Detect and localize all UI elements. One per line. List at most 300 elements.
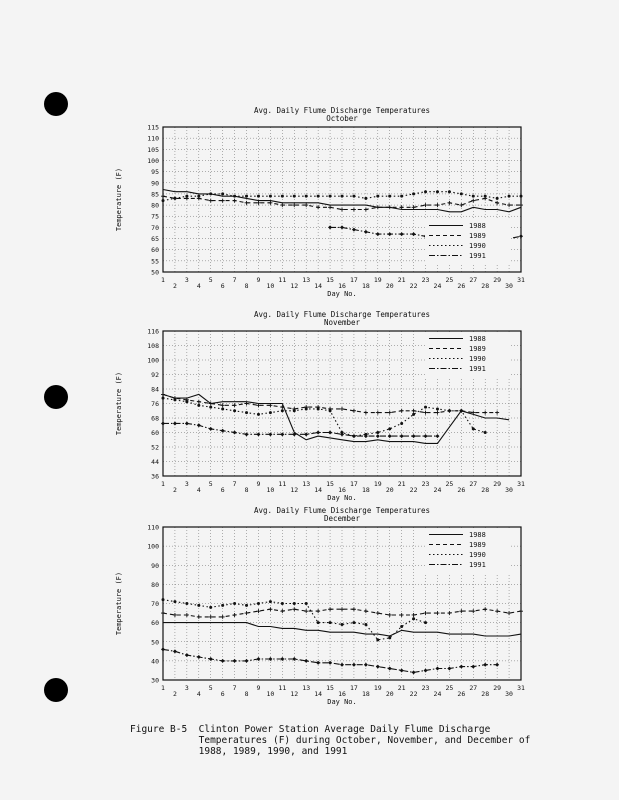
chart-1-x-tick-label: 18 [361,486,370,494]
chart-0-y-tick-label: 105 [147,145,159,154]
chart-0-legend-box [425,220,511,264]
chart-1-series-1991-point [388,434,392,438]
chart-2-y-tick-label: 90 [151,561,159,570]
chart-0-x-tick-label: 11 [278,276,287,284]
chart-0-series-1991-point [412,232,416,236]
chart-0-series-1989-point [221,199,225,203]
chart-0-series-1989-point [292,203,296,207]
chart-2-series-1991-point [221,659,225,663]
chart-2-series-1989-point [495,609,499,613]
chart-2-series-1990-point [424,621,427,624]
chart-2-series-1990-point [162,598,165,601]
chart-2-series-1990-point [388,636,391,639]
chart-2-series-1991-point [268,657,272,661]
chart-0-series-1990-point [329,195,332,198]
chart-2-legend-label-1991: 1991 [469,561,486,569]
chart-1-y-tick-label: 36 [151,472,159,481]
chart-2-x-tick-label: 13 [302,684,311,692]
chart-2-series-1991-point [233,659,237,663]
chart-2-series-1989-point [245,611,249,615]
chart-2-series-1990-point [305,602,308,605]
chart-2-series-1990-point [376,638,379,641]
chart-0-y-tick-label: 55 [151,257,159,266]
chart-2-x-tick-label: 3 [184,684,189,692]
caption-line-1: Clinton Power Station Average Daily Flume Discharge [198,724,491,735]
chart-1-x-tick-label: 10 [266,486,275,494]
chart-2-series-1991-point [280,657,284,661]
chart-1-x-tick-label: 24 [433,486,442,494]
chart-2-series-1991-point [459,665,463,669]
chart-0-series-1990-point [388,195,391,198]
chart-1-legend-label-1990: 1990 [469,355,486,363]
chart-2-series-1991-point [245,659,249,663]
chart-1-series-1991-point [400,434,404,438]
chart-2-series-1989-point [447,611,451,615]
chart-0-series-1991-point [328,225,332,229]
chart-1-series-1991-point [185,421,189,425]
chart-2-series-1991-point [209,657,213,661]
chart-1-series-1990-point [448,409,451,412]
chart-1-series-1990-point [173,398,176,401]
chart-0-series-1991-point [400,232,404,236]
chart-2-series-1990-point [412,617,415,620]
chart-2-series-1990-point [245,604,248,607]
chart-1-series-1991-point [161,421,165,425]
chart-2-series-1989-point [268,607,272,611]
chart-0-series-1989-point [304,203,308,207]
chart-2-series-1991-point [376,665,380,669]
chart-0-series-1989-point [447,201,451,205]
chart-2-x-tick-label: 12 [290,690,299,698]
chart-1-series-1990-point [424,406,427,409]
chart-2-series-1989-point [435,611,439,615]
chart-0-ylabel: Temperature (F) [115,167,123,232]
chart-1-x-tick-label: 21 [397,480,406,488]
chart-2-series-1991-point [412,670,416,674]
chart-0-series-1989-point [268,201,272,205]
chart-2-series-1990-point [293,602,296,605]
chart-0-series-1989-point [376,205,380,209]
chart-1-series-1990-point [460,409,463,412]
chart-2-series-1991-point [292,657,296,661]
chart-1-series-1990-point [329,409,332,412]
caption-label: Figure B-5 [130,724,188,735]
chart-1-series-1989-point [424,411,428,415]
chart-2-series-1989-point [316,609,320,613]
chart-0-series-1991-point [352,228,356,232]
chart-1-legend-box [425,333,511,377]
chart-1-x-tick-label: 9 [256,480,261,488]
chart-1-series-1988-line [163,394,509,443]
chart-1-series-1991-point [435,434,439,438]
chart-2-y-tick-label: 100 [147,542,159,551]
chart-2-x-tick-label: 30 [505,690,513,698]
chart-1-series-1989-point [364,411,368,415]
chart-2-series-1991-point [161,647,165,651]
chart-0-x-tick-label: 25 [445,276,454,284]
chart-2-series-1991-point [483,663,487,667]
chart-0-series-1989-point [256,201,260,205]
chart-0-series-1990-point [221,192,224,195]
chart-1-y-tick-label: 84 [151,385,159,394]
chart-1-x-tick-label: 14 [314,486,323,494]
chart-0-series-1990-point [293,195,296,198]
chart-1-x-tick-label: 8 [244,486,249,494]
chart-0-y-tick-label: 100 [147,156,159,165]
chart-2-x-tick-label: 18 [361,690,370,698]
chart-2-series-1989-point [292,607,296,611]
chart-1-series-1989-point [483,411,487,415]
chart-2-series-1990-point [233,602,236,605]
chart-1-y-tick-label: 76 [151,400,159,408]
chart-0-series-1990-point [197,195,200,198]
chart-1-x-tick-label: 2 [172,486,177,494]
chart-2-series-1990-point [317,621,320,624]
chart-1-x-tick-label: 28 [481,486,490,494]
chart-1-x-tick-label: 4 [196,486,201,494]
chart-1-x-tick-label: 22 [409,486,418,494]
chart-2-x-tick-label: 26 [457,690,466,698]
chart-0-series-1990-point [269,195,272,198]
chart-0-series-1989-point [388,205,392,209]
chart-1-y-tick-label: 60 [151,429,159,437]
chart-2-series-1990-point [197,604,200,607]
chart-2-series-1989-point [340,607,344,611]
chart-1-series-1991-point [424,434,428,438]
chart-2-series-1989-point [471,609,475,613]
chart-0-series-1990-point [496,197,499,200]
chart-1-series-1990-point [436,407,439,410]
chart-0-series-1990-point [185,195,188,198]
chart-2-series-1989-point [519,609,523,613]
chart-0-y-tick-label: 50 [151,268,159,277]
chart-0-series-1989-point [459,203,463,207]
chart-1-x-tick-label: 3 [184,480,189,488]
chart-0-title: Avg. Daily Flume Discharge Temperatures [253,106,431,115]
chart-1-x-tick-label: 11 [278,480,287,488]
chart-0-series-1989-point [364,208,368,212]
chart-0-series-1990-point [472,195,475,198]
chart-2-x-tick-label: 28 [481,690,490,698]
chart-1-xlabel: Day No. [327,494,357,502]
chart-2-series-1989-point [424,611,428,615]
chart-0-series-1989-point [280,203,284,207]
chart-1-series-1990-point [209,406,212,409]
chart-0-x-tick-label: 6 [220,282,225,290]
chart-0-series-1989-point [435,203,439,207]
chart-1-series-1991-point [328,431,332,435]
chart-0-series-1990-point [245,195,248,198]
chart-1-series-1991-point [197,423,201,427]
chart-2-series-1989-point [328,607,332,611]
chart-1-x-tick-label: 23 [421,480,430,488]
chart-0-x-tick-label: 8 [244,282,249,290]
chart-0-y-tick-label: 95 [151,168,159,177]
chart-1-series-1990-point [293,409,296,412]
chart-1-series-1989-point [376,411,380,415]
chart-2-series-1991-point [424,668,428,672]
chart-2-x-tick-label: 8 [244,690,249,698]
chart-0-series-1989-point [519,203,523,207]
chart-2-series-1990-point [364,623,367,626]
chart-1-title: Avg. Daily Flume Discharge Temperatures [253,310,431,319]
chart-2-x-tick-label: 23 [421,684,430,692]
chart-1-y-tick-label: 44 [151,458,159,466]
chart-1-y-tick-label: 68 [151,414,159,423]
chart-2-series-1989-point [459,609,463,613]
chart-0-legend-label-1990: 1990 [469,242,486,250]
chart-0-series-1990-point [257,195,260,198]
chart-2-legend-label-1989: 1989 [469,541,486,549]
chart-1-x-tick-label: 5 [208,480,213,488]
chart-2-series-1991-point [316,661,320,665]
chart-2-legend-box [425,529,511,573]
chart-1-x-tick-label: 20 [385,486,394,494]
figure-caption [130,724,600,757]
chart-0-xlabel: Day No. [327,290,357,298]
chart-2-series-1990-point [341,623,344,626]
chart-0-y-tick-label: 110 [147,134,159,143]
chart-0-x-tick-label: 18 [361,282,370,290]
chart-1-series-1990-point [162,397,165,400]
chart-2-x-tick-label: 22 [409,690,418,698]
chart-0-series-1990-point [412,192,415,195]
chart-1-series-1990-point [269,411,272,414]
caption-line-2: Temperatures (F) during October, November, and December of [198,735,531,746]
chart-1-series-1991-line [163,423,438,436]
chart-0-y-tick-label: 70 [151,223,159,232]
chart-2-series-1990-point [329,621,332,624]
chart-0-series-1990-point [233,195,236,198]
chart-2-ylabel: Temperature (F) [115,571,123,636]
chart-2-x-tick-label: 27 [469,684,478,692]
chart-2-x-tick-label: 10 [266,690,275,698]
chart-1-series-1991-point [412,434,416,438]
chart-2-series-1989-point [412,613,416,617]
chart-2-series-1989-point [256,609,260,613]
chart-0-x-tick-label: 14 [314,282,323,290]
chart-0-series-1990-point [162,199,165,202]
chart-2-x-tick-label: 20 [385,690,394,698]
chart-2-x-tick-label: 11 [278,684,287,692]
chart-1-series-1989-point [495,411,499,415]
chart-1-series-1989-point [352,409,356,413]
chart-1-x-tick-label: 12 [290,486,299,494]
chart-2-series-1989-point [304,609,308,613]
chart-1-x-tick-label: 15 [326,480,334,488]
chart-0-x-tick-label: 22 [409,282,418,290]
chart-2-x-tick-label: 24 [433,690,442,698]
chart-0-series-1989-point [424,203,428,207]
chart-2-series-1989-point [352,607,356,611]
chart-2-series-1991-point [400,668,404,672]
chart-2-series-1991-point [304,659,308,663]
chart-0-y-tick-label: 60 [151,246,159,255]
chart-1-series-1989-point [221,403,225,407]
chart-1-ylabel: Temperature (F) [115,371,123,436]
chart-2-series-1989-point [507,611,511,615]
chart-0-x-tick-label: 31 [517,276,525,284]
chart-0-x-tick-label: 30 [505,282,513,290]
chart-2-series-1990-point [257,602,260,605]
chart-0-series-1991-point [519,234,523,238]
chart-1-series-1990-point [257,413,260,416]
chart-1-y-tick-label: 108 [147,342,159,350]
chart-0-series-1989-point [328,205,332,209]
chart-2-x-tick-label: 29 [493,684,502,692]
chart-0-series-1990-point [352,195,355,198]
chart-1-series-1990-point [376,431,379,434]
chart-1-y-tick-label: 100 [147,356,159,365]
chart-2-series-1989-point [197,615,201,619]
chart-1-x-tick-label: 6 [220,486,225,494]
chart-2-x-tick-label: 16 [338,690,346,698]
chart-2-series-1991-point [185,653,189,657]
chart-0-series-1990-point [341,195,344,198]
chart-2-y-tick-label: 70 [151,600,159,608]
chart-1-series-1990-point [305,407,308,410]
chart-2-series-1991-point [256,657,260,661]
chart-2-y-tick-label: 30 [151,676,159,685]
chart-0-x-tick-label: 7 [232,276,237,284]
chart-0-series-1990-point [281,195,284,198]
chart-2-y-tick-label: 80 [151,580,159,589]
chart-0-series-1991-point [388,232,392,236]
chart-0-y-tick-label: 75 [151,212,159,221]
chart-0-series-1989-point [471,199,475,203]
chart-2-series-1991-point [364,663,368,667]
chart-2-subtitle: December [323,514,361,523]
chart-1-series-1990-point [281,409,284,412]
chart-2-series-1989-point [376,611,380,615]
chart-0-x-tick-label: 4 [196,282,201,290]
chart-2-series-1991-point [352,663,356,667]
chart-0-legend-label-1989: 1989 [469,232,486,240]
chart-0-series-1990-point [436,190,439,193]
chart-2-series-1991-point [328,661,332,665]
chart-0-series-1990-point [376,195,379,198]
chart-1-x-tick-label: 31 [517,480,525,488]
chart-1-series-1989-point [161,392,165,396]
chart-0-series-1989-point [161,194,165,198]
chart-1-legend-label-1991: 1991 [469,365,486,373]
chart-0-series-1991-point [364,230,368,234]
chart-1-series-1990-point [245,411,248,414]
chart-2-series-1989-point [364,609,368,613]
chart-0-series-1990-point [305,195,308,198]
chart-0-x-tick-label: 28 [481,282,490,290]
chart-2-series-1990-point [281,602,284,605]
chart-0-x-tick-label: 5 [208,276,213,284]
chart-0-series-1990-point [400,195,403,198]
chart-0-x-tick-label: 10 [266,282,275,290]
chart-2-series-1990-point [209,606,212,609]
chart-1-series-1990-point [197,404,200,407]
chart-2-series-1989-point [173,613,177,617]
chart-2-x-tick-label: 19 [373,684,382,692]
chart-2-x-tick-label: 7 [232,684,237,692]
chart-0-series-1990-point [520,195,523,198]
chart-1-series-1991-point [316,431,320,435]
chart-1-series-1989-point [233,403,237,407]
chart-2-series-1991-point [471,665,475,669]
chart-0-series-1990-point [364,197,367,200]
chart-0-series-1989-point [209,199,213,203]
chart-2-y-tick-label: 50 [151,638,159,647]
chart-0-y-tick-label: 80 [151,201,159,210]
chart-2-series-1990-point [400,625,403,628]
chart-1-y-tick-label: 52 [151,443,159,452]
chart-0-series-1990-point [460,192,463,195]
chart-2-series-1991-point [495,663,499,667]
chart-2-series-1989-point [161,611,165,615]
chart-0-series-1991-point [376,232,380,236]
chart-2-x-tick-label: 2 [172,690,177,698]
chart-2-y-tick-label: 40 [151,657,159,666]
chart-1-x-tick-label: 1 [161,480,165,488]
chart-1-series-1989-point [197,400,201,404]
chart-0-series-1989-point [412,205,416,209]
chart-1-x-tick-label: 13 [302,480,311,488]
chart-2-x-tick-label: 17 [350,684,358,692]
chart-2-series-1989-point [209,615,213,619]
chart-2-y-tick-label: 60 [151,619,159,628]
chart-2-series-1989-point [185,613,189,617]
chart-1-series-1991-point [221,429,225,433]
chart-2-series-1989-point [388,613,392,617]
chart-0-x-tick-label: 16 [338,282,346,290]
chart-1-x-tick-label: 29 [493,480,502,488]
chart-2-x-tick-label: 4 [196,690,201,698]
chart-0-series-1990-point [484,195,487,198]
chart-1-x-tick-label: 16 [338,486,346,494]
chart-0-x-tick-label: 3 [184,276,189,284]
chart-2-series-1990-point [221,604,224,607]
chart-0-x-tick-label: 2 [172,282,177,290]
chart-1-series-1989-point [388,411,392,415]
chart-1-series-1990-point [317,407,320,410]
chart-1-x-tick-label: 27 [469,480,478,488]
chart-1-x-tick-label: 19 [373,480,382,488]
chart-1-series-1991-point [352,434,356,438]
chart-1-series-1990-point [472,427,475,430]
chart-1-series-1990-point [388,427,391,430]
chart-2-series-1991-point [173,649,177,653]
chart-2-series-1989-point [280,609,284,613]
chart-2-series-1989-point [233,613,237,617]
chart-0-series-1990-point [209,192,212,195]
chart-0-y-tick-label: 65 [151,235,159,244]
chart-2-y-tick-label: 110 [147,523,159,532]
chart-1-series-1990-point [400,422,403,425]
chart-0-series-1989-point [507,203,511,207]
chart-0-x-tick-label: 21 [397,276,406,284]
chart-1-y-tick-label: 92 [151,371,159,379]
chart-2-x-tick-label: 9 [256,684,261,692]
chart-1-series-1991-point [280,432,284,436]
chart-2-series-1990-point [269,600,272,603]
chart-0-series-1990-point [448,190,451,193]
chart-1-series-1991-point [245,432,249,436]
chart-0-x-tick-label: 15 [326,276,334,284]
chart-1-x-tick-label: 26 [457,486,466,494]
chart-0-x-tick-label: 17 [350,276,358,284]
chart-1-series-1991-point [376,434,380,438]
chart-2-series-1991-point [435,667,439,671]
chart-1-series-1989-point [412,409,416,413]
chart-1-x-tick-label: 7 [232,480,237,488]
chart-2-series-1989-point [483,607,487,611]
